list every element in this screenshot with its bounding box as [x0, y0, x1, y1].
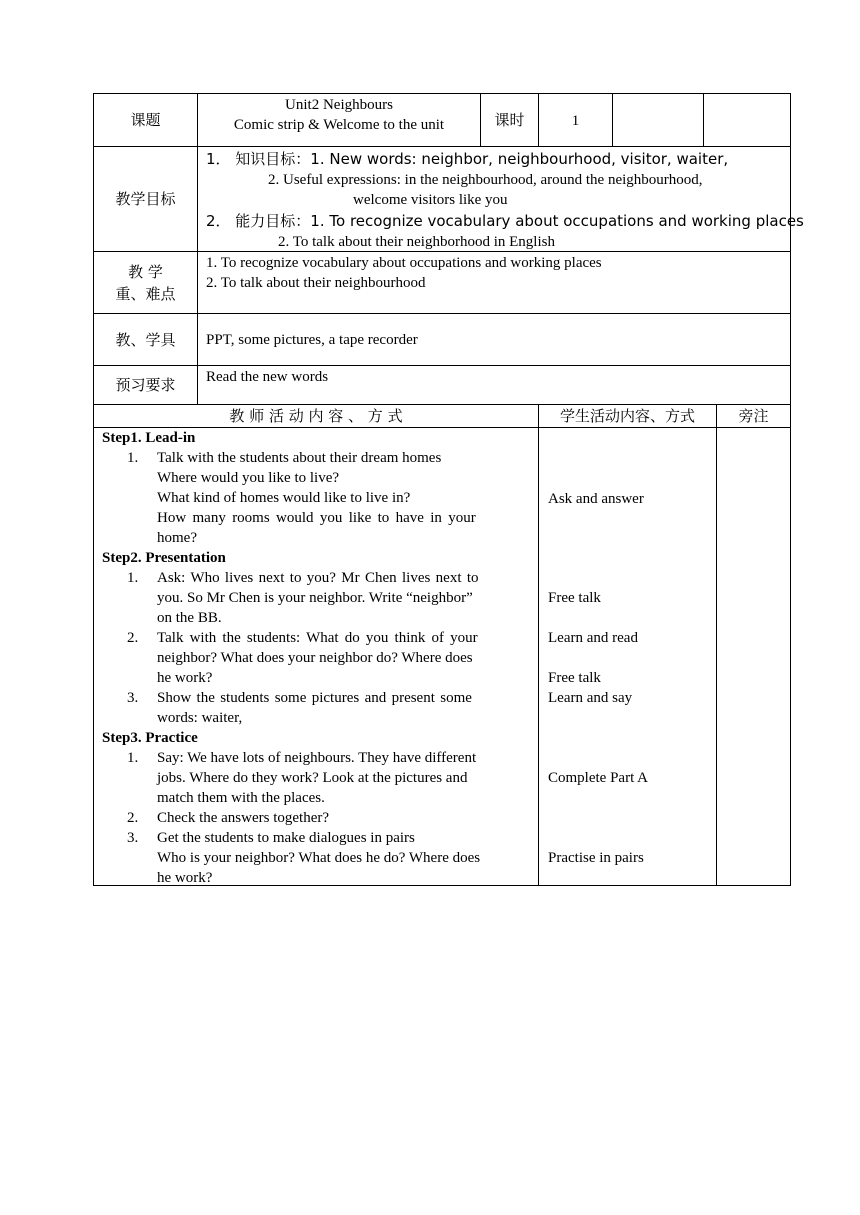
step-text: How many rooms would you like to have in your: [157, 510, 476, 526]
step-text: he work?: [157, 670, 213, 686]
step-text: Talk with the students: What do you think of your: [157, 630, 478, 646]
notes-header: 旁注: [738, 407, 769, 425]
step-text: Show the students some pictures and present some: [157, 690, 472, 706]
student-activity: Complete Part A: [548, 770, 648, 786]
column-divider: [612, 93, 613, 147]
step-number: 3.: [127, 830, 139, 846]
student-activity-header: 学生活动内容、方式: [559, 407, 695, 425]
tools-label: 教、学具: [115, 331, 176, 349]
step-text: Say: We have lots of neighbours. They have different: [157, 750, 477, 766]
step-number: 2.: [127, 810, 139, 826]
period-label: 课时: [494, 111, 525, 129]
step-text: Ask: Who lives next to you? Mr Chen lives next to: [157, 570, 479, 586]
step-text: you. So Mr Chen is your neighbor. Write “neighbor”: [157, 590, 473, 606]
student-activity: Ask and answer: [548, 491, 644, 507]
topic-label: 课题: [130, 111, 161, 129]
step-text: words: waiter,: [157, 710, 243, 726]
unit-subtitle: Comic strip & Welcome to the unit: [233, 117, 445, 133]
column-divider: [703, 93, 704, 147]
key-point-line: 1. To recognize vocabulary about occupations and working places: [206, 255, 602, 271]
step-number: 1.: [127, 570, 139, 586]
objectives-label: 教学目标: [115, 190, 176, 208]
step-text: home?: [157, 530, 197, 546]
step-text: on the BB.: [157, 610, 222, 626]
column-divider: [538, 404, 539, 886]
step-text: jobs. Where do they work? Look at the pictures and: [157, 770, 468, 786]
objective-line: 2. To talk about their neighborhood in English: [278, 234, 555, 250]
student-activity: Free talk: [548, 590, 601, 606]
step-text: Check the answers together?: [157, 810, 330, 826]
key-points-label-line1: 教 学: [128, 263, 163, 281]
step3-title: Step3. Practice: [102, 730, 198, 746]
step2-title: Step2. Presentation: [102, 550, 226, 566]
step-text: Where would you like to live?: [157, 470, 340, 486]
step-number: 1.: [127, 450, 139, 466]
step-text: he work?: [157, 870, 213, 886]
objective-line: 1． 知识目标：1. New words: neighbor, neighbourhood, visitor, waiter,: [206, 150, 729, 168]
step-text: Talk with the students about their dream homes: [157, 450, 442, 466]
objective-line: 2． 能力目标：1. To recognize vocabulary about occupations and working places: [206, 212, 804, 230]
step-text: Who is your neighbor? What does he do? Where does: [157, 850, 481, 866]
table-border-left: [93, 93, 94, 886]
step-number: 2.: [127, 630, 139, 646]
student-activity: Learn and say: [548, 690, 633, 706]
step-number: 3.: [127, 690, 139, 706]
unit-title: Unit2 Neighbours: [285, 97, 393, 113]
preview-label: 预习要求: [115, 376, 176, 394]
column-divider: [716, 404, 717, 886]
step1-title: Step1. Lead-in: [102, 430, 196, 446]
key-point-line: 2. To talk about their neighbourhood: [206, 275, 426, 291]
student-activity: Practise in pairs: [548, 850, 644, 866]
step-number: 1.: [127, 750, 139, 766]
student-activity: Free talk: [548, 670, 601, 686]
teacher-activity-header: 教 师 活 动 内 容 、 方 式: [229, 407, 403, 425]
step-text: What kind of homes would like to live in?: [157, 490, 411, 506]
key-points-label-line2: 重、难点: [115, 285, 176, 303]
period-value: 1: [571, 113, 580, 129]
tools-value: PPT, some pictures, a tape recorder: [206, 332, 418, 348]
objective-line: 2. Useful expressions: in the neighbourhood, around the neighbourhood,: [268, 172, 703, 188]
objective-line: welcome visitors like you: [353, 192, 508, 208]
step-text: match them with the places.: [157, 790, 325, 806]
row-divider: [93, 427, 791, 428]
column-divider: [197, 93, 198, 405]
student-activity: Learn and read: [548, 630, 638, 646]
preview-value: Read the new words: [206, 369, 329, 385]
step-text: neighbor? What does your neighbor do? Where does: [157, 650, 473, 666]
step-text: Get the students to make dialogues in pairs: [157, 830, 415, 846]
